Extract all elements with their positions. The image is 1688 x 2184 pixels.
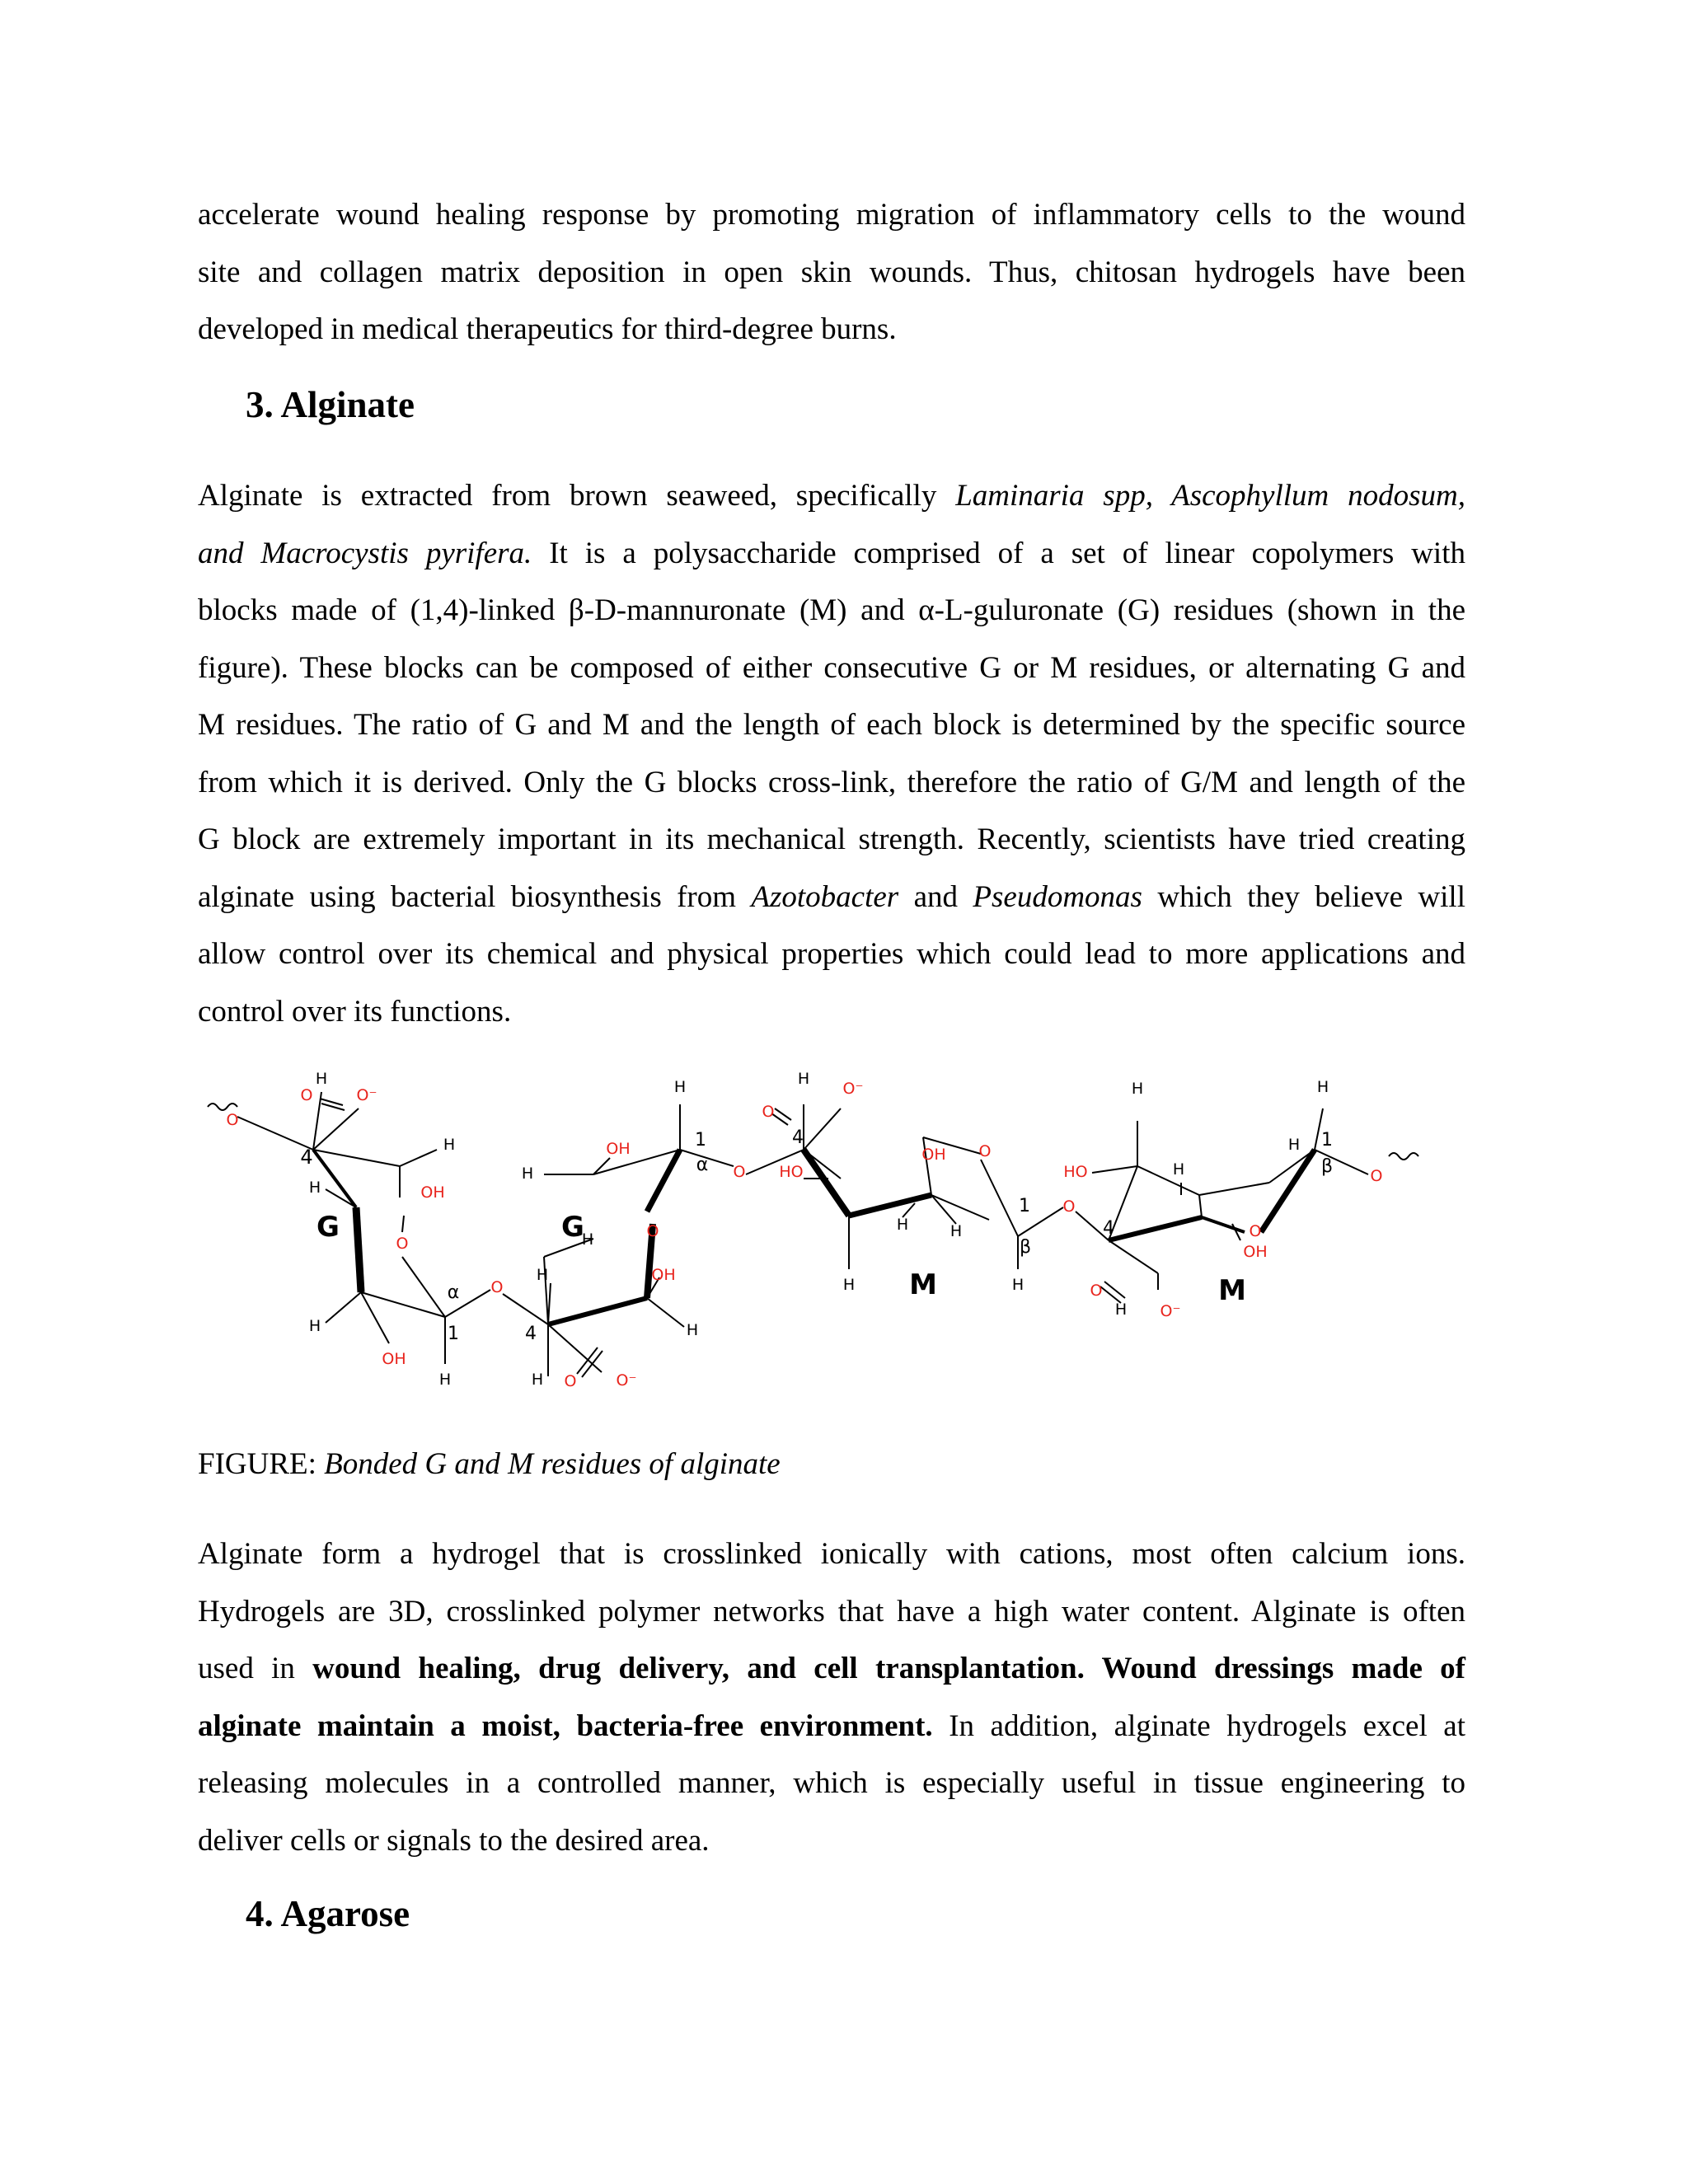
bond-line [356,1207,361,1292]
text-segment: Laminaria spp, Ascophyllum nodosum, [955,479,1465,513]
bond-line [326,1189,356,1207]
atom-label: H [950,1222,963,1240]
atom-label: O⁻ [1160,1302,1181,1320]
hydrogel-paragraph [198,1526,1465,1869]
atom-label: O [300,1086,313,1104]
text-segment: accelerate wound healing response by promoting migration of inflammatory cells to the wound [198,198,1465,232]
bond-line [1202,1217,1245,1232]
bond-line [1137,1166,1199,1195]
text-segment: Hydrogels are 3D, crosslinked polymer networks that have a high water content. Alginate is often [198,1594,1465,1629]
bond-line [237,1117,313,1150]
atom-label: 1 [448,1324,459,1344]
text-line [198,244,1465,302]
atom-label: 1 [695,1130,706,1151]
atom-label: H [315,1070,328,1088]
bond-line [1092,1166,1137,1173]
text-line [198,1640,1465,1698]
bond-line [981,1160,1018,1236]
atom-label: 4 [525,1324,537,1344]
atom-label: OH [1243,1243,1268,1261]
atom-label: O⁻ [842,1080,864,1098]
atom-label: 1 [1321,1130,1333,1151]
text-segment: Alginate form a hydrogel that is crosslinked ionically with cations, most often calcium ions. [198,1537,1465,1571]
text-segment: blocks made of (1,4)-linked β-D-mannuronate (M) and α-L-guluronate (G) residues (shown in the [198,593,1465,627]
atom-label: β [1019,1237,1032,1258]
text-line [198,1698,1465,1755]
bond-line [931,1195,989,1220]
heading-alginate: 3. Alginate [246,384,415,425]
text-line [198,926,1465,983]
bond-line [1109,1240,1158,1273]
atom-label: H [531,1371,544,1389]
text-line [198,525,1465,583]
text-line [198,869,1465,926]
text-segment: used in [198,1652,313,1685]
text-segment: Alginate is extracted from brown seaweed, specifically [198,479,956,513]
bond-line [402,1216,404,1232]
atom-label: O [490,1278,504,1296]
residue-label-m: M [909,1268,937,1301]
atom-label: H [896,1216,909,1234]
atom-label: H [438,1371,452,1389]
atom-label: H [521,1165,534,1183]
atom-label: α [447,1282,460,1303]
atom-label: H [1011,1276,1025,1294]
bond-line [647,1150,680,1212]
chain-continuation-wave [208,1104,237,1110]
text-line [198,467,1465,525]
residue-label-m: M [1218,1274,1246,1307]
atom-label: H [536,1266,549,1284]
text-segment: G block are extremely important in its mechanical strength. Recently, scientists have tried creating [198,823,1465,856]
text-segment: M residues. The ratio of G and M and the length of each block is determined by the specific source [198,708,1465,742]
text-line [198,1526,1465,1583]
caption-text: Bonded G and M residues of alginate [324,1447,781,1481]
bond-line [804,1108,841,1150]
atom-label: H [308,1317,321,1335]
text-line [198,582,1465,640]
heading-agarose: 4. Agarose [246,1893,410,1934]
text-segment: wound healing, drug delivery, and cell transplantation. Wound dressings made of [312,1652,1465,1685]
bond-line [1109,1217,1202,1240]
atom-label: O⁻ [616,1371,637,1390]
atom-label: H [1287,1136,1301,1154]
atom-label: O [646,1222,659,1240]
bond-line [647,1298,684,1327]
bond-line [1199,1183,1269,1195]
alginate-structure-figure [198,1059,1467,1430]
atom-label: HO [1063,1163,1088,1181]
atom-label: β [1320,1156,1334,1177]
atom-label: O [733,1163,746,1181]
residue-label-g: G [316,1211,340,1244]
alginate-paragraph [198,467,1465,1040]
bond-line [361,1292,445,1317]
text-segment: developed in medical therapeutics for third-degree burns. [198,312,897,346]
text-segment: releasing molecules in a controlled manner, which is especially useful in tissue engineering to [198,1766,1465,1800]
text-segment: alginate maintain a moist, bacteria-free environment. [198,1708,933,1743]
atom-label: 1 [1019,1196,1030,1216]
atom-label: H [1131,1080,1144,1098]
chain-continuation-wave [1389,1153,1418,1160]
text-segment: from which it is derived. Only the G blocks cross-link, therefore the ratio of G/M and length of the [198,765,1465,799]
atom-label: H [581,1230,594,1249]
atom-label: OH [382,1350,406,1368]
atom-label: H [1172,1160,1185,1179]
text-line [198,696,1465,754]
atom-label: H [797,1070,810,1088]
atom-label: O [1370,1167,1383,1185]
atom-label: 4 [1103,1218,1114,1239]
atom-label: OH [606,1140,631,1158]
text-segment: control over its functions. [198,994,512,1029]
atom-label: O [762,1103,775,1121]
bond-line [400,1150,437,1166]
intro-paragraph [198,186,1465,359]
text-segment: which they believe will [1142,879,1465,914]
bond-line [326,1292,361,1323]
bond-line [548,1324,602,1372]
text-segment: and Macrocystis pyrifera. [198,536,532,570]
text-segment: allow control over its chemical and physical properties which could lead to more applications and [198,937,1465,971]
atom-label: HO [779,1163,804,1181]
bond-line [313,1150,400,1166]
text-segment: It is a polysaccharide comprised of a set of linear copolymers with [532,536,1465,570]
figure-caption [198,1446,781,1482]
bond-line [503,1294,548,1324]
bond-line [313,1092,321,1150]
atom-label: O [226,1111,239,1129]
atom-label: 4 [300,1146,313,1169]
bond-line [849,1195,931,1216]
text-segment: figure). These blocks can be composed of either consecutive G or M residues, or alternating G and [198,650,1465,685]
bond-line [1199,1195,1202,1217]
atom-label: H [842,1276,856,1294]
text-line [198,983,1465,1041]
residue-label-g: G [561,1211,584,1244]
bond-line [313,1108,359,1150]
atom-label: O [1090,1282,1103,1300]
text-line [198,1812,1465,1870]
atom-label: H [443,1136,456,1154]
text-segment: In addition, alginate hydrogels excel at [932,1708,1465,1743]
atom-label: 4 [792,1127,804,1148]
atom-label: H [1316,1078,1329,1096]
atom-label: H [308,1179,321,1197]
text-line [198,754,1465,812]
atom-label: O [396,1235,409,1253]
bond-line [804,1150,849,1216]
atom-label: OH [651,1266,676,1284]
caption-prefix: FIGURE: [198,1447,325,1481]
bond-line [548,1298,647,1324]
text-line [198,811,1465,869]
atom-label: H [686,1321,699,1339]
atom-label: O [1062,1197,1076,1216]
atom-label: OH [921,1146,946,1164]
text-line [198,640,1465,697]
atom-label: α [696,1155,709,1175]
text-segment: and [898,879,973,914]
text-segment: alginate using bacterial biosynthesis from [198,879,752,914]
bond-line [1269,1150,1315,1183]
text-line [198,1583,1465,1641]
text-line [198,1755,1465,1812]
bond-line [1232,1224,1240,1240]
atom-label: H [673,1078,687,1096]
bond-line [931,1195,956,1224]
bond-line [1261,1150,1315,1232]
text-line [198,301,1465,359]
atom-label: OH [420,1183,445,1202]
atom-label: O⁻ [356,1086,377,1104]
text-segment: deliver cells or signals to the desired area. [198,1823,710,1858]
atom-label: O [1249,1222,1262,1240]
atom-label: O [978,1142,992,1160]
text-segment: Azotobacter [751,879,899,914]
bond-line [1104,1282,1125,1298]
bond-line [402,1257,445,1317]
atom-label: H [1114,1301,1128,1319]
text-line [198,186,1465,244]
text-segment: Pseudomonas [973,879,1142,914]
atom-label: O [564,1372,577,1390]
text-segment: site and collagen matrix deposition in open skin wounds. Thus, chitosan hydrogels have been [198,255,1465,289]
